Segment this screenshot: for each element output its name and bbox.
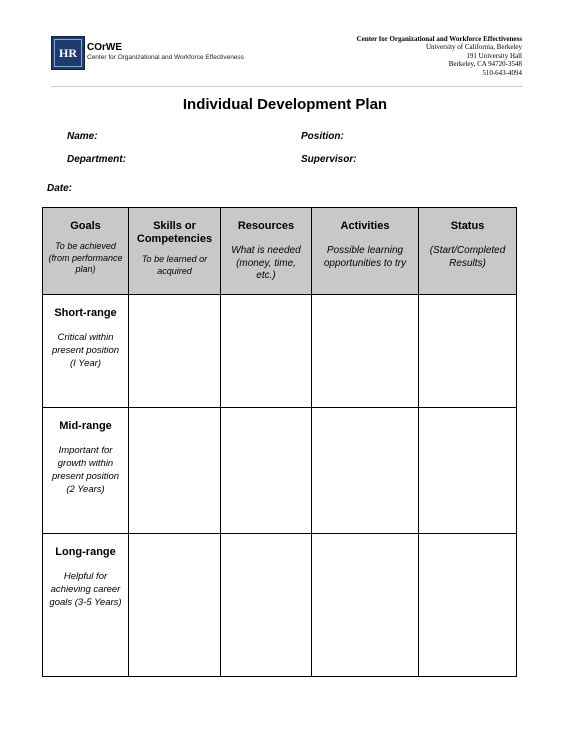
row-title: Long-range	[55, 546, 116, 558]
column-subtitle: (Start/Completed Results)	[429, 245, 506, 269]
table-cell-activities[interactable]	[312, 534, 419, 677]
table-cell-resources[interactable]	[221, 534, 312, 677]
table-cell-skills[interactable]	[129, 408, 221, 534]
table-row-mid-range	[43, 408, 517, 534]
table-cell-activities[interactable]	[312, 295, 419, 408]
table-cell-skills[interactable]	[129, 295, 221, 408]
column-title: Activities	[340, 220, 390, 232]
address-line: Berkeley, CA 94720-3548	[448, 60, 522, 69]
position-label: Position:	[301, 131, 344, 142]
column-title: Resources	[237, 220, 295, 232]
address-line: 510-643-4094	[482, 68, 522, 77]
table-cell-status[interactable]	[419, 534, 517, 677]
table-cell-activities[interactable]	[312, 408, 419, 534]
row-title: Mid-range	[59, 420, 112, 432]
header-divider	[51, 86, 523, 87]
column-header-activities	[312, 208, 419, 295]
row-header-cell	[43, 534, 129, 677]
row-subtitle: Critical within present position (I Year)	[51, 332, 120, 369]
table-row-long-range	[43, 534, 517, 677]
org-long-name: Center for Organizational and Workforce Effectiveness	[87, 54, 244, 61]
column-header-resources	[221, 208, 312, 295]
hr-logo-inner	[54, 39, 82, 67]
table-header-row	[43, 208, 517, 295]
column-subtitle: To be achieved (from performance plan)	[48, 241, 123, 274]
hr-logo	[51, 36, 85, 70]
column-title: Goals	[70, 220, 101, 232]
row-header-cell	[43, 408, 129, 534]
date-label: Date:	[47, 183, 73, 194]
column-subtitle: Possible learning opportunities to try	[323, 245, 407, 269]
column-title: Skills or Competencies	[136, 220, 213, 245]
table-cell-resources[interactable]	[221, 295, 312, 408]
table-cell-status[interactable]	[419, 408, 517, 534]
row-header-cell	[43, 295, 129, 408]
supervisor-label: Supervisor:	[301, 154, 357, 165]
address-line: University of California, Berkeley	[425, 43, 522, 52]
hr-logo-text: HR	[59, 45, 77, 60]
address-block	[357, 35, 522, 77]
name-label: Name:	[67, 131, 98, 142]
column-header-skills	[129, 208, 221, 295]
column-subtitle: To be learned or acquired	[141, 254, 208, 276]
table-row-short-range	[43, 295, 517, 408]
column-header-goals	[43, 208, 129, 295]
table-cell-status[interactable]	[419, 295, 517, 408]
row-title: Short-range	[54, 307, 117, 319]
column-header-status	[419, 208, 517, 295]
department-label: Department:	[67, 154, 126, 165]
address-line: Center for Organizational and Workforce Effectiveness	[356, 35, 522, 43]
table-cell-resources[interactable]	[221, 408, 312, 534]
org-short-name: COrWE	[87, 42, 122, 53]
development-plan-table	[42, 207, 517, 677]
row-subtitle: Helpful for achieving career goals (3-5 Years)	[49, 571, 122, 608]
column-subtitle: What is needed (money, time, etc.)	[231, 245, 301, 281]
page-title: Individual Development Plan	[182, 96, 388, 113]
column-title: Status	[450, 220, 485, 232]
row-subtitle: Important for growth within present position (2 Years)	[51, 445, 120, 495]
address-line: 191 University Hall	[466, 51, 522, 60]
table-cell-skills[interactable]	[129, 534, 221, 677]
